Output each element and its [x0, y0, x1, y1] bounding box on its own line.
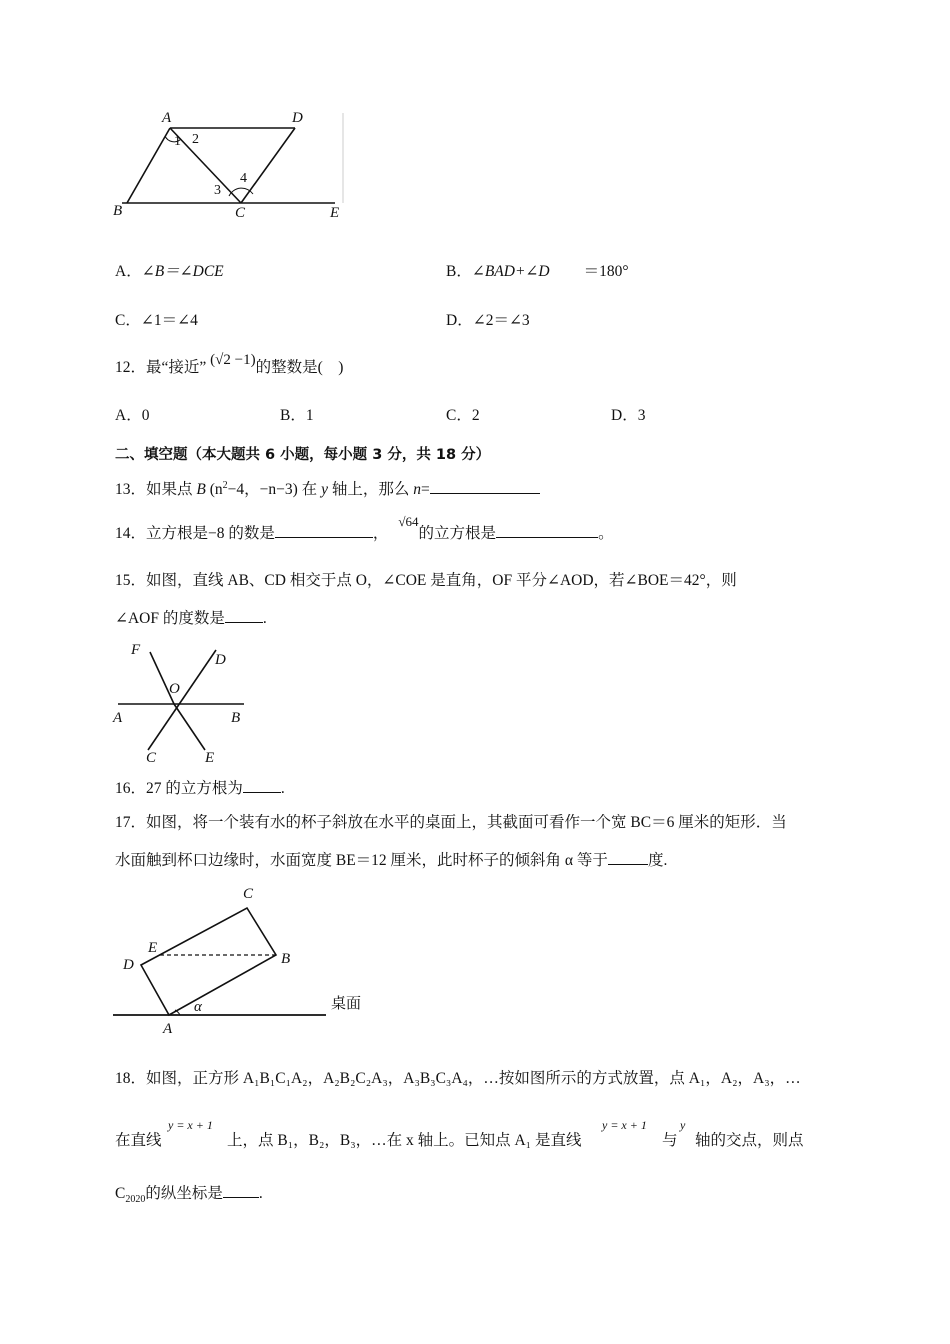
answer-blank [223, 1183, 259, 1198]
label-C: C [146, 750, 157, 766]
q18-line1: 18．如图，正方形 A₁B₁C₁A₂，A₂B₂C₂A₃，A₃B₃C₃A₄，…按如图所示的方式放置，点 A₁，A₂，A₃，… [115, 1070, 801, 1087]
label-F: F [131, 642, 141, 658]
answer-blank [608, 850, 648, 865]
label-B: B [113, 203, 123, 219]
label-A: A [113, 710, 123, 726]
label-D: D [215, 652, 226, 668]
q16-question: 16．27 的立方根为 . [115, 780, 285, 797]
label-A: A [162, 110, 172, 126]
q12-option-c: C．2 [446, 407, 480, 424]
answer-blank [243, 778, 281, 793]
q12-option-d: D．3 [611, 407, 646, 424]
answer-blank [430, 479, 540, 494]
intersecting-lines-figure [108, 638, 258, 768]
equation-2: y = x + 1 [602, 1118, 647, 1132]
ray-OE [174, 704, 205, 750]
label-table: 桌面 [331, 994, 362, 1012]
q11-option-b: B．∠BAD+∠D ＝180° [446, 263, 629, 280]
answer-blank [225, 608, 263, 623]
sqrt-64: √64 [398, 514, 419, 529]
segment-DC [241, 128, 295, 203]
cup-rectangle [141, 908, 276, 1015]
label-alpha: α [194, 999, 202, 1015]
label-B: B [231, 710, 241, 726]
q11-option-c: C．∠1＝∠4 [115, 312, 198, 329]
q18-line2-b: 上，点 B₁，B₂，B₃，…在 x 轴上。已知点 A₁ 是直线 [227, 1132, 582, 1149]
q15-line1: 15．如图，直线 AB、CD 相交于点 O，∠COE 是直角，OF 平分∠AOD，若∠BOE＝42°，则 [115, 572, 737, 589]
label-O: O [169, 681, 180, 697]
label-angle-2: 2 [192, 132, 199, 147]
q11-option-d: D．∠2＝∠3 [446, 312, 530, 329]
equation-1: y = x + 1 [168, 1118, 213, 1132]
label-angle-4: 4 [240, 171, 247, 186]
label-E: E [330, 205, 340, 221]
q18-line2-d: 轴的交点，则点 [695, 1132, 804, 1149]
q11-option-a: A．∠B＝∠DCE [115, 263, 224, 280]
q13-question: 13．如果点 B ($n^2-4$，−n−3) 在 y 轴上，那么 n= [115, 476, 540, 500]
label-B: B [281, 951, 291, 967]
label-angle-3: 3 [214, 183, 221, 198]
label-D: D [292, 110, 303, 126]
label-E: E [148, 940, 158, 956]
q12-option-b: B．1 [280, 407, 314, 424]
y-symbol: y [680, 1118, 686, 1132]
answer-blank [275, 523, 373, 538]
label-angle-1: 1 [174, 134, 181, 149]
q18-line2-a: 在直线 [115, 1132, 162, 1149]
q15-line2: ∠AOF 的度数是 . [115, 610, 267, 627]
line-CD [148, 650, 216, 750]
q18-line2-c: 与 [662, 1132, 678, 1149]
label-C: C [243, 886, 254, 902]
q18-line3: $C_{2020}$的纵坐标是 . [115, 1185, 263, 1206]
label-C: C [235, 205, 246, 221]
label-A: A [163, 1021, 173, 1037]
label-E: E [205, 750, 215, 766]
section-heading: 二、填空题（本大题共 6 小题，每小题 3 分，共 18 分） [115, 447, 491, 463]
q14-question: 14．立方根是−8 的数是 ，$^{√64}$的立方根是 。 [115, 514, 614, 542]
q12-question: 12．最“接近” (√2 −1)的整数是( ) [115, 352, 344, 376]
answer-blank [496, 523, 598, 538]
tilted-cup-figure [108, 878, 378, 1038]
q12-option-a: A．0 [115, 407, 150, 424]
parallelogram-figure [110, 105, 350, 225]
segment-AB [127, 128, 170, 203]
q17-line1: 17．如图，将一个装有水的杯子斜放在水平的桌面上，其截面可看作一个宽 BC＝6 厘米的矩形．当 [115, 814, 787, 831]
label-D: D [123, 957, 134, 973]
q17-line2: 水面触到杯口边缘时，水面宽度 BE＝12 厘米，此时杯子的倾斜角 α 等于 度. [115, 852, 668, 869]
sqrt-expression: (√2 −1) [210, 352, 256, 368]
